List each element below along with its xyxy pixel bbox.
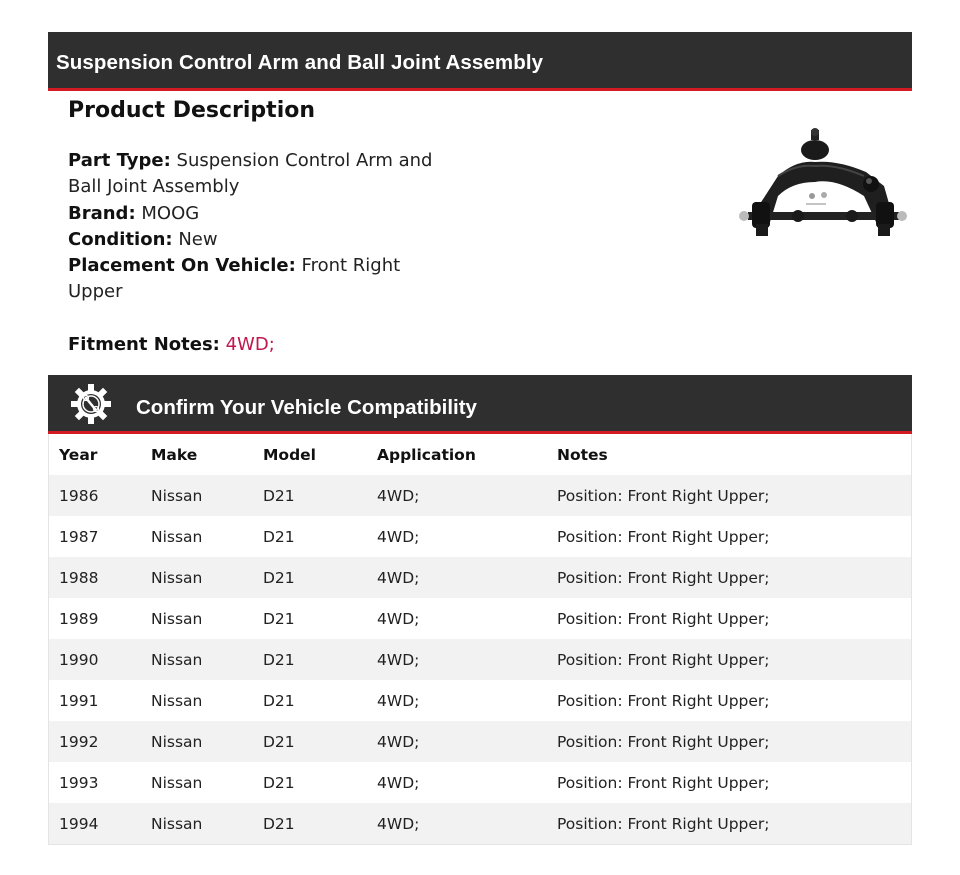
- cell-notes: Position: Front Right Upper;: [557, 774, 770, 792]
- cell-year: 1987: [59, 528, 99, 546]
- cell-year: 1992: [59, 733, 99, 751]
- cell-notes: Position: Front Right Upper;: [557, 528, 770, 546]
- header-model: Model: [263, 446, 316, 464]
- table-row: [49, 475, 911, 516]
- cell-notes: Position: Front Right Upper;: [557, 815, 770, 833]
- compatibility-table: [48, 434, 912, 845]
- cell-notes: Position: Front Right Upper;: [557, 692, 770, 710]
- cell-make: Nissan: [151, 651, 203, 669]
- cell-notes: Position: Front Right Upper;: [557, 610, 770, 628]
- cell-make: Nissan: [151, 733, 203, 751]
- cell-make: Nissan: [151, 815, 203, 833]
- cell-application: 4WD;: [377, 569, 420, 587]
- table-row: [49, 762, 911, 803]
- header-year: Year: [59, 446, 98, 464]
- cell-year: 1988: [59, 569, 99, 587]
- cell-notes: Position: Front Right Upper;: [557, 733, 770, 751]
- field-placement: Placement On Vehicle: Front Right Upper: [68, 255, 401, 303]
- cell-make: Nissan: [151, 487, 203, 505]
- cell-model: D21: [263, 651, 295, 669]
- table-row: [49, 680, 911, 721]
- cell-application: 4WD;: [377, 733, 420, 751]
- field-brand: Brand: MOOG: [68, 202, 200, 224]
- cell-make: Nissan: [151, 774, 203, 792]
- cell-model: D21: [263, 733, 295, 751]
- field-condition: Condition: New: [68, 228, 218, 250]
- gear-wrench-icon: [70, 383, 112, 425]
- compatibility-banner: [48, 375, 912, 434]
- description-fields: [68, 148, 448, 306]
- cell-notes: Position: Front Right Upper;: [557, 569, 770, 587]
- header-notes: Notes: [557, 446, 608, 464]
- cell-application: 4WD;: [377, 815, 420, 833]
- cell-year: 1994: [59, 815, 99, 833]
- cell-application: 4WD;: [377, 651, 420, 669]
- product-description: [68, 96, 668, 358]
- header-application: Application: [377, 446, 476, 464]
- cell-application: 4WD;: [377, 528, 420, 546]
- cell-year: 1989: [59, 610, 99, 628]
- description-heading: Product Description: [68, 98, 316, 123]
- header-make: Make: [151, 446, 198, 464]
- cell-year: 1991: [59, 692, 99, 710]
- table-row: [49, 598, 911, 639]
- cell-make: Nissan: [151, 692, 203, 710]
- cell-model: D21: [263, 815, 295, 833]
- cell-application: 4WD;: [377, 610, 420, 628]
- cell-notes: Position: Front Right Upper;: [557, 651, 770, 669]
- cell-model: D21: [263, 487, 295, 505]
- cell-application: 4WD;: [377, 487, 420, 505]
- product-title-banner: [48, 32, 912, 91]
- cell-make: Nissan: [151, 610, 203, 628]
- table-row: [49, 639, 911, 680]
- table-header-row: [49, 434, 911, 475]
- field-part-type: Part Type: Suspension Control Arm and Ball Joint Assembly: [68, 150, 433, 198]
- cell-model: D21: [263, 610, 295, 628]
- product-image: [726, 126, 910, 246]
- table-row: [49, 721, 911, 762]
- cell-model: D21: [263, 528, 295, 546]
- cell-year: 1993: [59, 774, 99, 792]
- compatibility-title: Confirm Your Vehicle Compatibility: [136, 396, 477, 419]
- fitment-notes: Fitment Notes: 4WD;: [68, 333, 275, 355]
- cell-year: 1986: [59, 487, 99, 505]
- cell-application: 4WD;: [377, 692, 420, 710]
- cell-year: 1990: [59, 651, 99, 669]
- table-row: [49, 803, 911, 844]
- cell-make: Nissan: [151, 569, 203, 587]
- cell-make: Nissan: [151, 528, 203, 546]
- cell-model: D21: [263, 774, 295, 792]
- cell-application: 4WD;: [377, 774, 420, 792]
- cell-model: D21: [263, 692, 295, 710]
- table-row: [49, 557, 911, 598]
- table-row: [49, 516, 911, 557]
- cell-notes: Position: Front Right Upper;: [557, 487, 770, 505]
- product-title: Suspension Control Arm and Ball Joint Assembly: [56, 51, 544, 74]
- cell-model: D21: [263, 569, 295, 587]
